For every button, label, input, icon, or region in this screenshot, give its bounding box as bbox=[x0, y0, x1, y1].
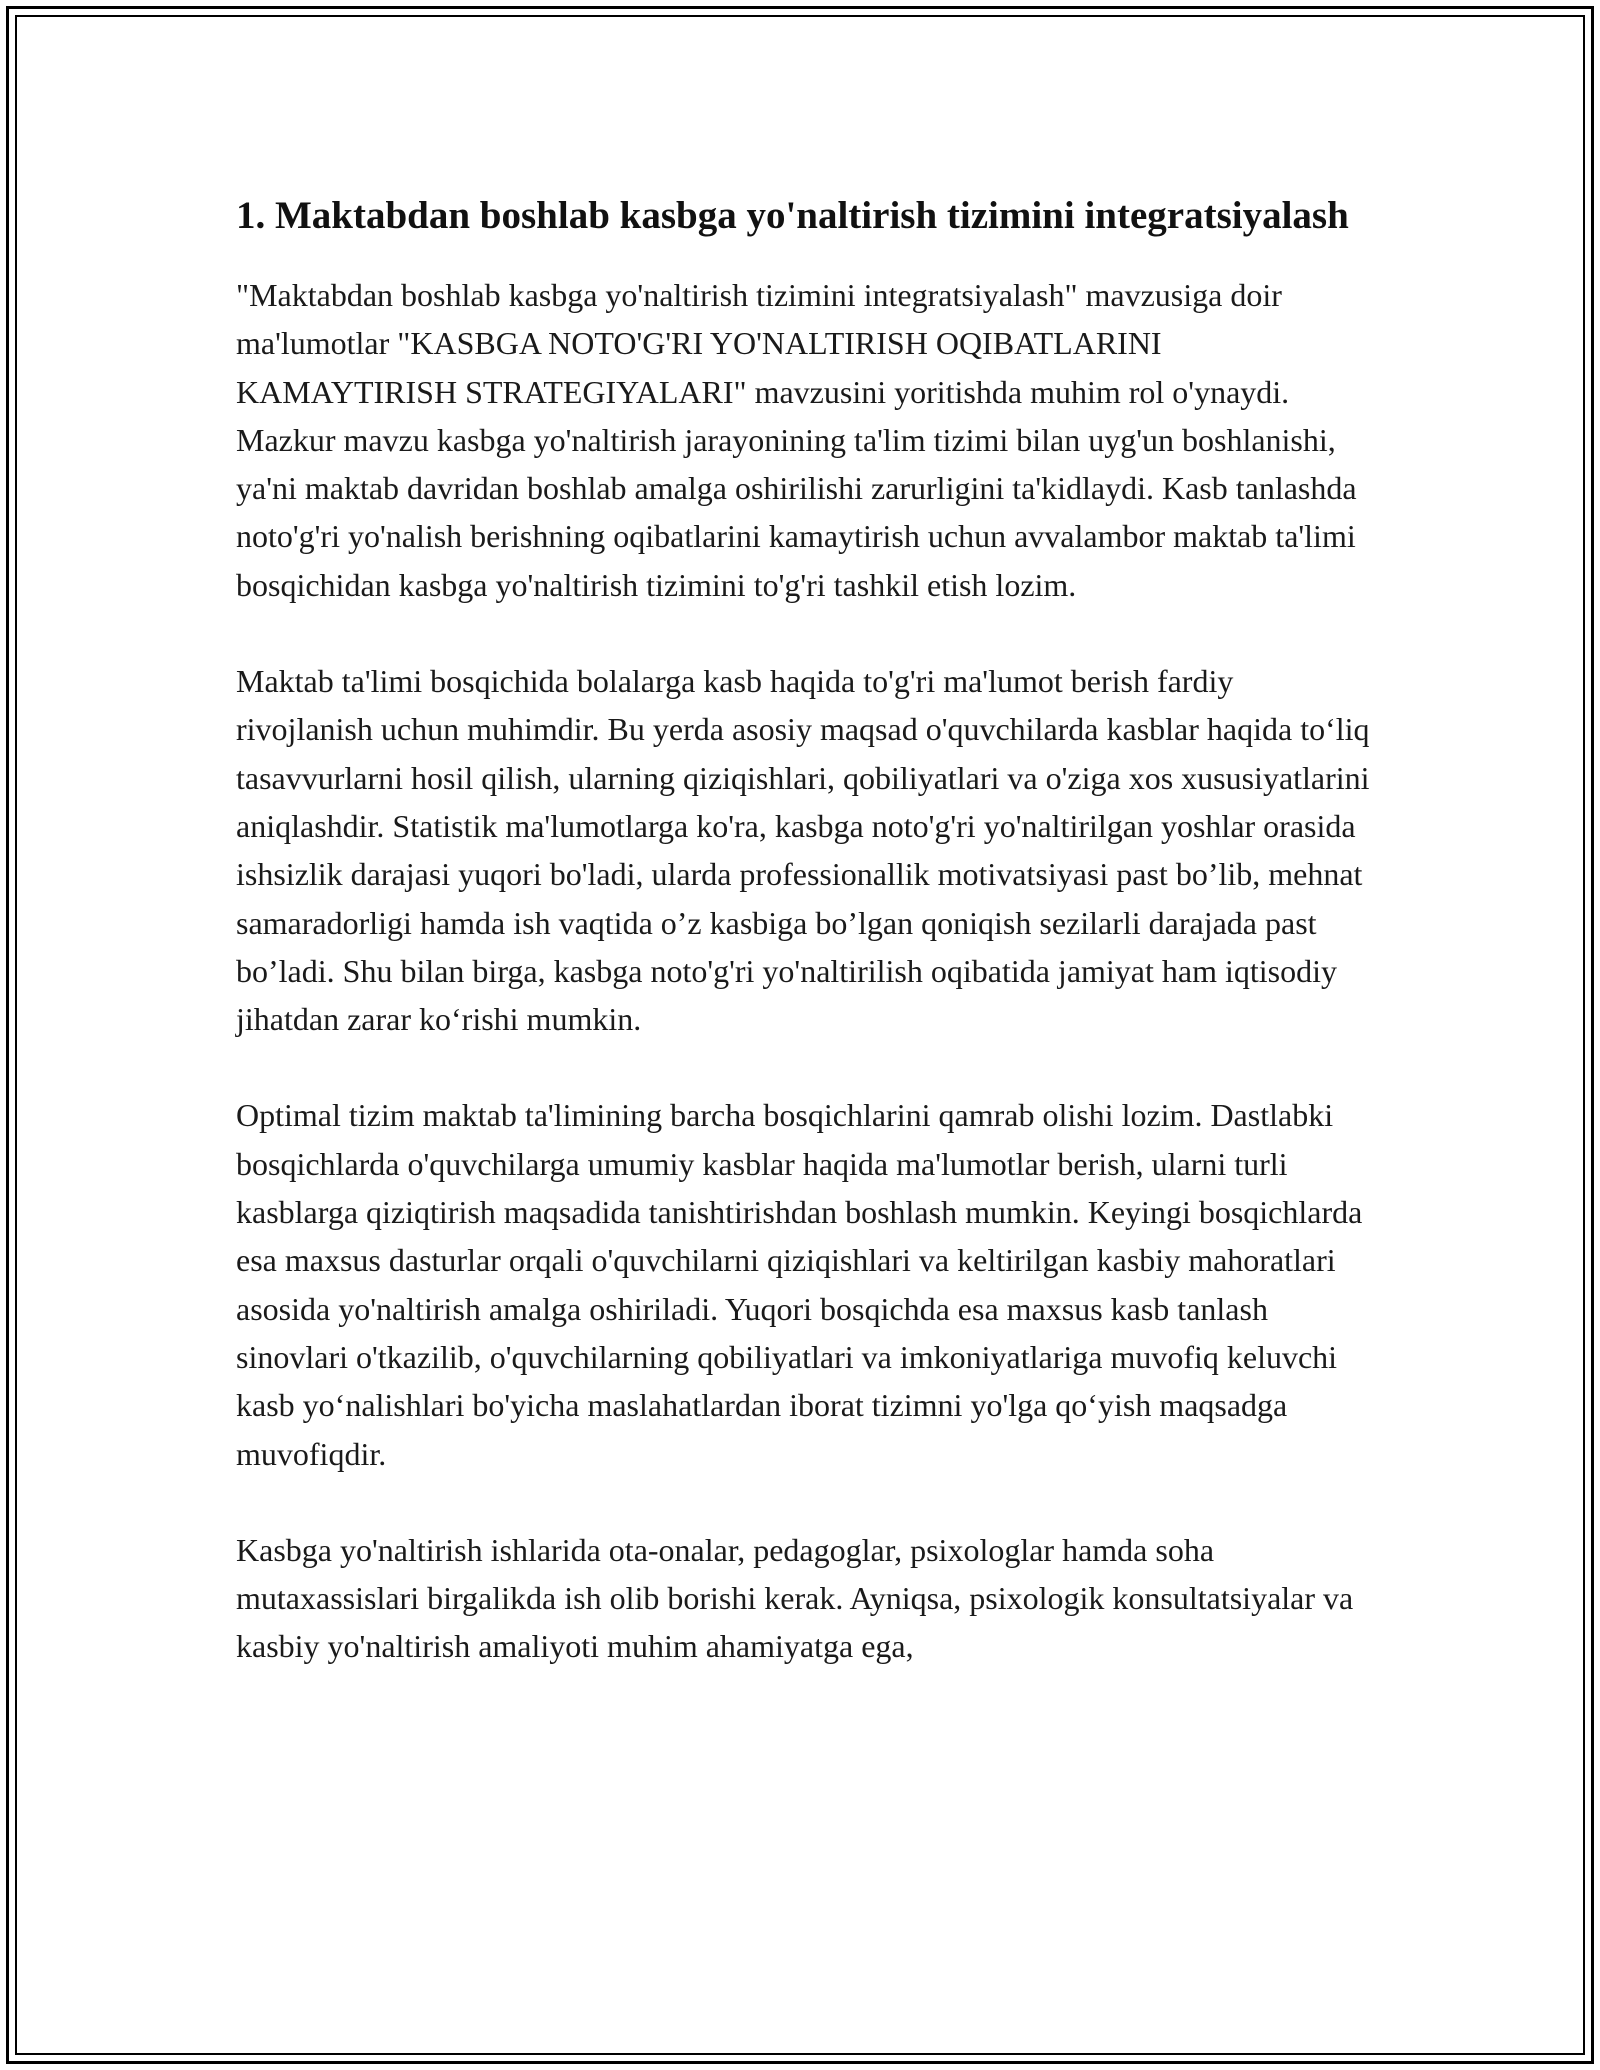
document-body bbox=[236, 188, 1376, 1719]
paragraph-3: Optimal tizim maktab ta'limining barcha bosqichlarini qamrab olishi lozim. Dastlabki bosqichlarda o'quvchilarga umumiy kasblar haqida ma'lumotlar berish, ularni turli kasblarga qiziqtirish maqsadida tanishtirishdan boshlash mumkin. Keyingi bosqichlarda esa maxsus dasturlar orqali o'quvchilarni qiziqishlari va keltirilgan kasbiy mahoratlari asosida yo'naltirish amalga oshiriladi. Yuqori bosqichda esa maxsus kasb tanlash sinovlari o'tkazilib, o'quvchilarning qobiliyatlari va imkoniyatlariga muvofiq keluvchi kasb yo‘nalishlari bo'yicha maslahatlardan iborat tizimni yo'lga qo‘yish maqsadga muvofiqdir. bbox=[236, 1097, 1363, 1472]
paragraph-4: Kasbga yo'naltirish ishlarida ota-onalar, pedagoglar, psixologlar hamda soha mutaxassislari birgalikda ish olib borishi kerak. Ayniqsa, psixologik konsultatsiyalar va kasbiy yo'naltirish amaliyoti muhim ahamiyatga ega, bbox=[236, 1531, 1354, 1665]
section-heading: 1. Maktabdan boshlab kasbga yo'naltirish tizimini integratsiyalash bbox=[236, 194, 1349, 237]
paragraph-1: "Maktabdan boshlab kasbga yo'naltirish tizimini integratsiyalash" mavzusiga doir ma'lumotlar "KASBGA NOTO'G'RI YO'NALTIRISH OQIBATLARINI KAMAYTIRISH STRATEGIYALARI" mavzusini yoritishda muhim rol o'ynaydi. Mazkur mavzu kasbga yo'naltirish jarayonining ta'lim tizimi bilan uyg'un boshlanishi, ya'ni maktab davridan boshlab amalga oshirilishi zarurligini ta'kidlaydi. Kasb tanlashda noto'g'ri yo'nalish berishning oqibatlarini kamaytirish uchun avvalambor maktab ta'limi bosqichidan kasbga yo'naltirish tizimini to'g'ri tashkil etish lozim. bbox=[236, 277, 1357, 603]
paragraph-2: Maktab ta'limi bosqichida bolalarga kasb haqida to'g'ri ma'lumot berish fardiy rivojlanish uchun muhimdir. Bu yerda asosiy maqsad o'quvchilarda kasblar haqida to‘liq tasavvurlarni hosil qilish, ularning qiziqishlari, qobiliyatlari va o'ziga xos xususiyatlarini aniqlashdir. Statistik ma'lumotlarga ko'ra, kasbga noto'g'ri yo'naltirilgan yoshlar orasida ishsizlik darajasi yuqori bo'ladi, ularda professionallik motivatsiyasi past bo’lib, mehnat samaradorligi hamda ish vaqtida o’z kasbiga bo’lgan qoniqish sezilarli darajada past bo’ladi. Shu bilan birga, kasbga noto'g'ri yo'naltirilish oqibatida jamiyat ham iqtisodiy jihatdan zarar ko‘rishi mumkin. bbox=[236, 663, 1370, 1038]
